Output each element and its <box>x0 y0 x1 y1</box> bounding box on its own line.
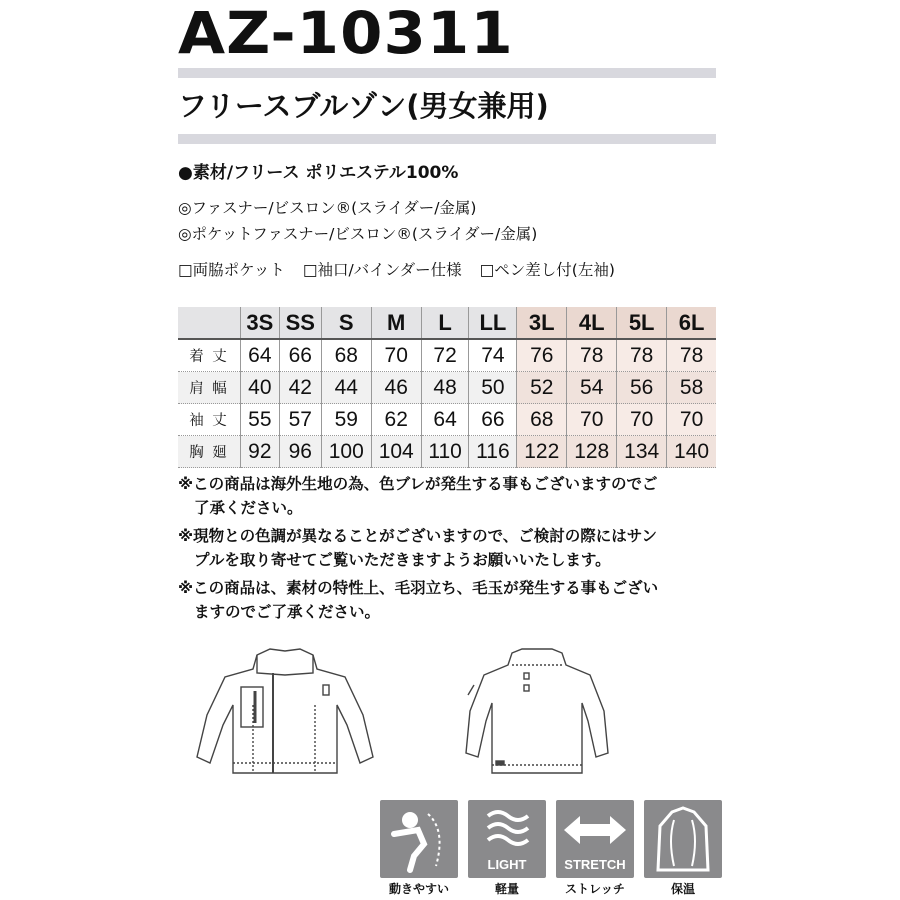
caution-line: ※現物との色調が異なることがございますので、ご検討の際にはサン <box>178 527 657 545</box>
stretch-label: ストレッチ <box>565 882 625 896</box>
measurement-value: 68 <box>321 339 371 372</box>
size-header: L <box>421 307 469 339</box>
caution-line: プルを取り寄せてご覧いただきますようお願いいたします。 <box>194 551 611 569</box>
stretch-icon <box>556 800 634 878</box>
size-row <box>178 339 716 372</box>
measurement-value: 46 <box>371 372 421 404</box>
feature-item: □袖口/バインダー仕様 <box>302 261 462 279</box>
light-icon <box>468 800 546 878</box>
measurement-value: 56 <box>617 372 667 404</box>
size-header: LL <box>469 307 517 339</box>
caution-line: ※この商品は、素材の特性上、毛羽立ち、毛玉が発生する事もござい <box>178 579 659 597</box>
feature-list <box>178 258 615 280</box>
measurement-value: 40 <box>241 372 280 404</box>
measurement-value: 66 <box>279 339 321 372</box>
measurement-value: 70 <box>371 339 421 372</box>
measurement-value: 64 <box>241 339 280 372</box>
caution-note <box>178 524 657 572</box>
measurement-value: 59 <box>321 404 371 436</box>
measurement-label: 肩 幅 <box>178 372 241 404</box>
mobility-label: 動きやすい <box>388 882 449 896</box>
size-header: S <box>321 307 371 339</box>
size-header: 3S <box>241 307 280 339</box>
measurement-value: 70 <box>667 404 716 436</box>
light-badge: LIGHT <box>487 857 527 872</box>
measurement-value: 66 <box>469 404 517 436</box>
material-spec: ●素材/フリース ポリエステル100% <box>178 163 459 183</box>
measurement-value: 78 <box>667 339 716 372</box>
measurement-value: 72 <box>421 339 469 372</box>
caution-note <box>178 576 658 624</box>
corner-cell <box>178 307 241 339</box>
measurement-label: 胸 廻 <box>178 436 241 468</box>
measurement-value: 96 <box>279 436 321 468</box>
caution-note <box>178 472 657 520</box>
size-row <box>178 436 716 468</box>
measurement-value: 70 <box>567 404 617 436</box>
measurement-value: 100 <box>321 436 371 468</box>
measurement-value: 58 <box>667 372 716 404</box>
mobility-icon <box>380 800 458 878</box>
jacket-back-illustration <box>462 645 612 785</box>
measurement-value: 110 <box>421 436 469 468</box>
warmth-icon <box>644 800 722 878</box>
measurement-value: 116 <box>469 436 517 468</box>
measurement-value: 78 <box>567 339 617 372</box>
measurement-value: 128 <box>567 436 617 468</box>
measurement-value: 57 <box>279 404 321 436</box>
measurement-value: 92 <box>241 436 280 468</box>
size-header: 4L <box>567 307 617 339</box>
jacket-front-illustration <box>195 645 375 785</box>
measurement-value: 64 <box>421 404 469 436</box>
measurement-value: 122 <box>517 436 567 468</box>
caution-line: 了承ください。 <box>194 499 303 517</box>
divider-bottom <box>178 134 716 144</box>
measurement-value: 76 <box>517 339 567 372</box>
measurement-value: 104 <box>371 436 421 468</box>
size-header: 5L <box>617 307 667 339</box>
measurement-value: 78 <box>617 339 667 372</box>
size-table <box>178 307 716 468</box>
caution-line: ※この商品は海外生地の為、色ブレが発生する事もございますのでご <box>178 475 658 493</box>
size-row <box>178 404 716 436</box>
caution-line: ますのでご了承ください。 <box>194 603 381 621</box>
zipper-note: ◎ファスナー/ビスロン®(スライダー/金属) <box>178 199 477 217</box>
size-row <box>178 372 716 404</box>
size-header: SS <box>279 307 321 339</box>
divider-top <box>178 68 716 78</box>
size-header: M <box>371 307 421 339</box>
product-name: フリースブルゾン(男女兼用) <box>178 89 549 123</box>
measurement-value: 42 <box>279 372 321 404</box>
measurement-value: 50 <box>469 372 517 404</box>
measurement-value: 52 <box>517 372 567 404</box>
size-header-row <box>178 307 716 339</box>
product-code: AZ-10311 <box>178 0 514 67</box>
warmth-label: 保温 <box>670 882 695 896</box>
light-label: 軽量 <box>494 882 519 896</box>
pocket-zipper-note: ◎ポケットファスナー/ビスロン®(スライダー/金属) <box>178 225 538 243</box>
measurement-value: 70 <box>617 404 667 436</box>
feature-item: □両脇ポケット <box>178 261 285 279</box>
stretch-badge: STRETCH <box>564 857 626 872</box>
measurement-label: 袖 丈 <box>178 404 241 436</box>
measurement-value: 44 <box>321 372 371 404</box>
measurement-value: 48 <box>421 372 469 404</box>
feature-item: □ペン差し付(左袖) <box>479 261 615 279</box>
size-header: 6L <box>667 307 716 339</box>
measurement-value: 134 <box>617 436 667 468</box>
measurement-value: 62 <box>371 404 421 436</box>
size-header: 3L <box>517 307 567 339</box>
measurement-value: 54 <box>567 372 617 404</box>
measurement-value: 140 <box>667 436 716 468</box>
measurement-value: 74 <box>469 339 517 372</box>
measurement-label: 着 丈 <box>178 339 241 372</box>
measurement-value: 55 <box>241 404 280 436</box>
measurement-value: 68 <box>517 404 567 436</box>
